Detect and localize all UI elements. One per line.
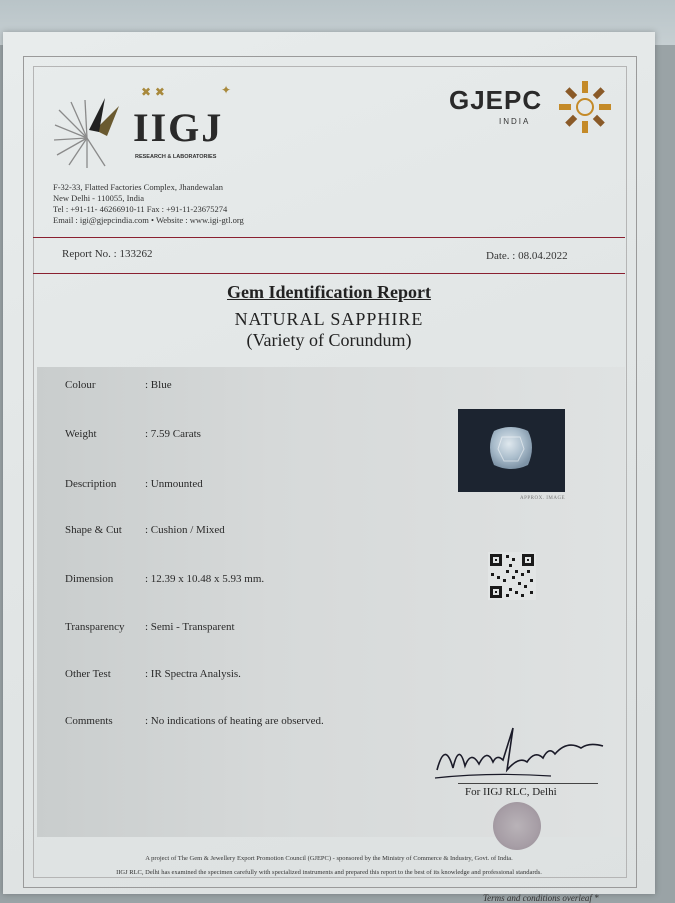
gjepc-subtitle: INDIA — [499, 117, 531, 126]
iigj-logo — [49, 70, 249, 170]
address-line: Email : igi@gjepcindia.com • Website : www.igi-gtl.org — [53, 215, 244, 225]
detail-label: Comments — [65, 715, 113, 727]
report-date: Date. : 08.04.2022 — [486, 250, 568, 262]
address-line: New Delhi - 110055, India — [53, 193, 145, 203]
gem-stone-icon — [458, 409, 565, 492]
detail-value: : 7.59 Carats — [145, 428, 201, 440]
signatory-text: For IIGJ RLC, Delhi — [465, 786, 557, 798]
detail-label: Colour — [65, 379, 96, 391]
qr-code-icon — [488, 552, 536, 600]
address-line: Tel : +91-11- 46266910-11 Fax : +91-11-23675274 — [53, 204, 228, 214]
detail-value: : 12.39 x 10.48 x 5.93 mm. — [145, 573, 265, 585]
logo-left-subtitle: RESEARCH & LABORATORIES — [135, 154, 217, 160]
detail-value: : No indications of heating are observed. — [145, 715, 324, 727]
detail-label: Transparency — [65, 621, 125, 633]
gjepc-logo — [443, 77, 623, 137]
signature-icon — [431, 720, 621, 790]
gjepc-wordmark: GJEPC — [449, 85, 543, 115]
report-title: Gem Identification Report — [227, 282, 431, 302]
address-line: F-32-33, Flatted Factories Complex, Jhandewalan — [53, 182, 223, 192]
signature-line — [458, 783, 598, 784]
gem-photo — [458, 409, 565, 492]
detail-value: : Cushion / Mixed — [145, 524, 225, 536]
terms-link: Terms and conditions overleaf * — [483, 893, 599, 903]
handwritten-signature — [431, 720, 621, 790]
detail-value: : IR Spectra Analysis. — [145, 668, 241, 680]
detail-value: : Blue — [145, 379, 172, 391]
gjepc-emblem-icon — [557, 79, 613, 135]
stone-name: NATURAL SAPPHIRE — [234, 309, 424, 329]
divider — [33, 273, 625, 274]
detail-value: : Semi - Transparent — [145, 621, 235, 633]
detail-label: Weight — [65, 428, 97, 440]
logo-left-text: IIGJ — [133, 105, 224, 150]
detail-label: Shape & Cut — [65, 524, 122, 536]
footer-line: A project of The Gem & Jewellery Export Promotion Council (GJEPC) - sponsored by the Ministry of Commerce & Industry, Govt. of India. — [145, 855, 513, 862]
lab-address — [53, 182, 244, 226]
svg-text:✖ ✖: ✖ ✖ — [141, 85, 165, 99]
detail-label: Description — [65, 478, 117, 490]
image-caption: APPROX. IMAGE — [520, 496, 566, 501]
embossed-seal — [493, 802, 541, 850]
footer-line: IIGJ RLC, Delhi has examined the specimen carefully with specialized instruments and prepared this report to the best of its knowledge and professional standards. — [116, 869, 542, 876]
detail-value: : Unmounted — [145, 478, 203, 490]
qr-code[interactable] — [488, 552, 536, 600]
report-number: Report No. : 133262 — [62, 248, 153, 260]
svg-text:✦: ✦ — [221, 83, 232, 97]
stone-variety: (Variety of Corundum) — [246, 330, 412, 350]
divider — [33, 237, 625, 238]
detail-label: Dimension — [65, 573, 114, 585]
certificate-page — [3, 32, 655, 903]
detail-label: Other Test — [65, 668, 111, 680]
